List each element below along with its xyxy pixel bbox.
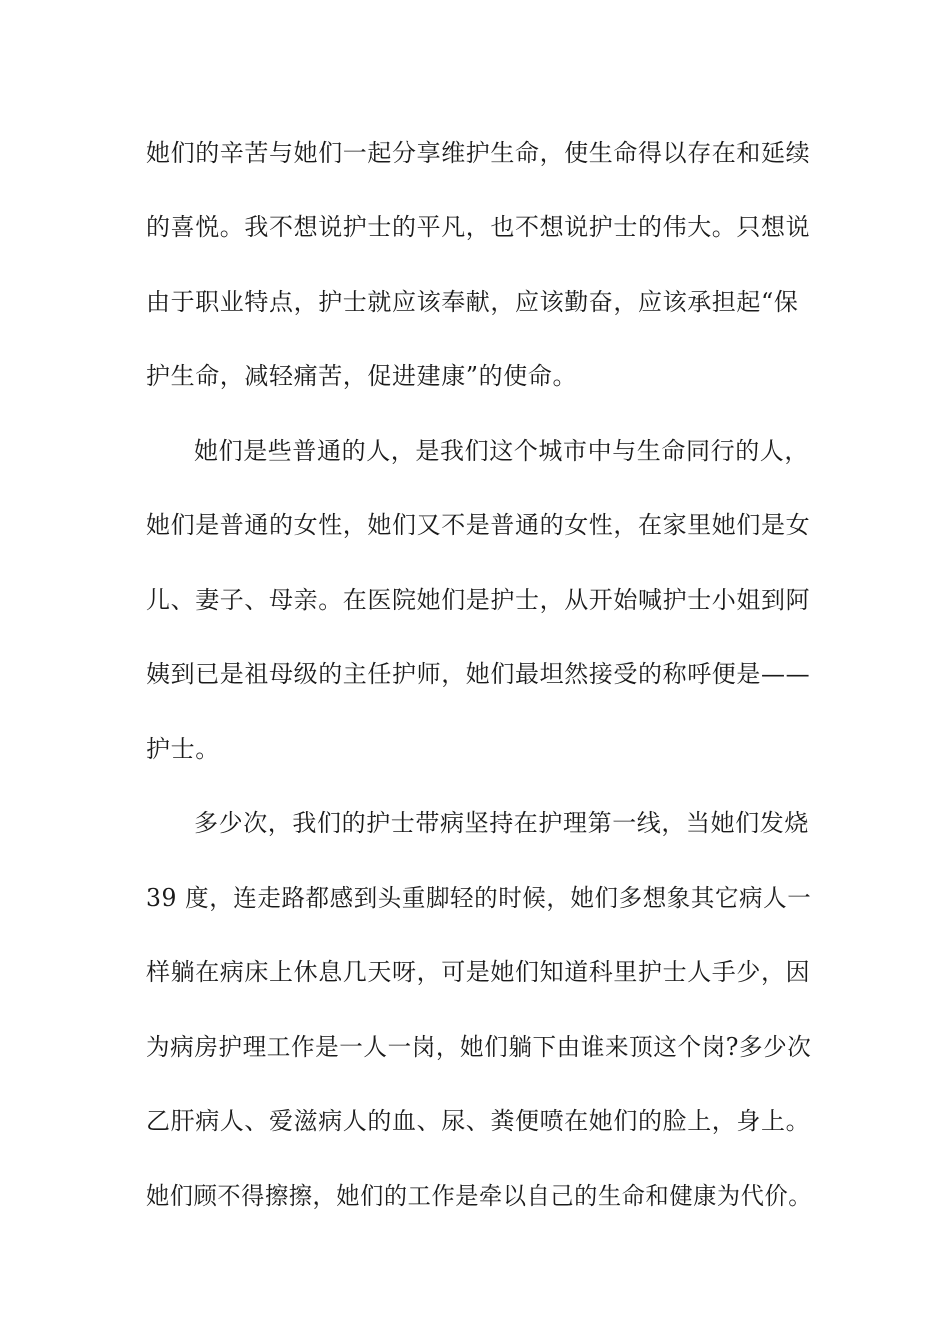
text-line: 护生命，减轻痛苦，促进建康”的使命。 — [146, 362, 578, 390]
text-line: 护士。 — [146, 735, 220, 763]
text-line: 乙肝病人、爱滋病人的血、尿、粪便喷在她们的脸上，身上。 — [146, 1107, 811, 1135]
text-line: 39 度，连走路都感到头重脚轻的时候，她们多想象其它病人一 — [146, 884, 812, 912]
text-line: 的喜悦。我不想说护士的平凡，也不想说护士的伟大。只想说 — [146, 213, 811, 241]
text-line: 儿、妻子、母亲。在医院她们是护士，从开始喊护士小姐到阿 — [146, 586, 811, 614]
paragraph-first-line: 她们是些普通的人，是我们这个城市中与生命同行的人， — [194, 437, 809, 465]
text-line: 她们是普通的女性，她们又不是普通的女性，在家里她们是女 — [146, 511, 811, 539]
text-line: 姨到已是祖母级的主任护师，她们最坦然接受的称呼便是—— — [146, 660, 811, 688]
paragraph-first-line: 多少次，我们的护士带病坚持在护理第一线，当她们发烧 — [194, 809, 809, 837]
text-line: 她们顾不得擦擦，她们的工作是牵以自己的生命和健康为代价。 — [146, 1182, 813, 1210]
text-line: 她们的辛苦与她们一起分享维护生命，使生命得以存在和延续 — [146, 139, 811, 167]
text-line: 样躺在病床上休息几天呀，可是她们知道科里护士人手少，因 — [146, 958, 811, 986]
text-line: 为病房护理工作是一人一岗，她们躺下由谁来顶这个岗?多少次 — [146, 1033, 812, 1061]
text-line: 由于职业特点，护士就应该奉献，应该勤奋，应该承担起“保 — [146, 288, 799, 316]
